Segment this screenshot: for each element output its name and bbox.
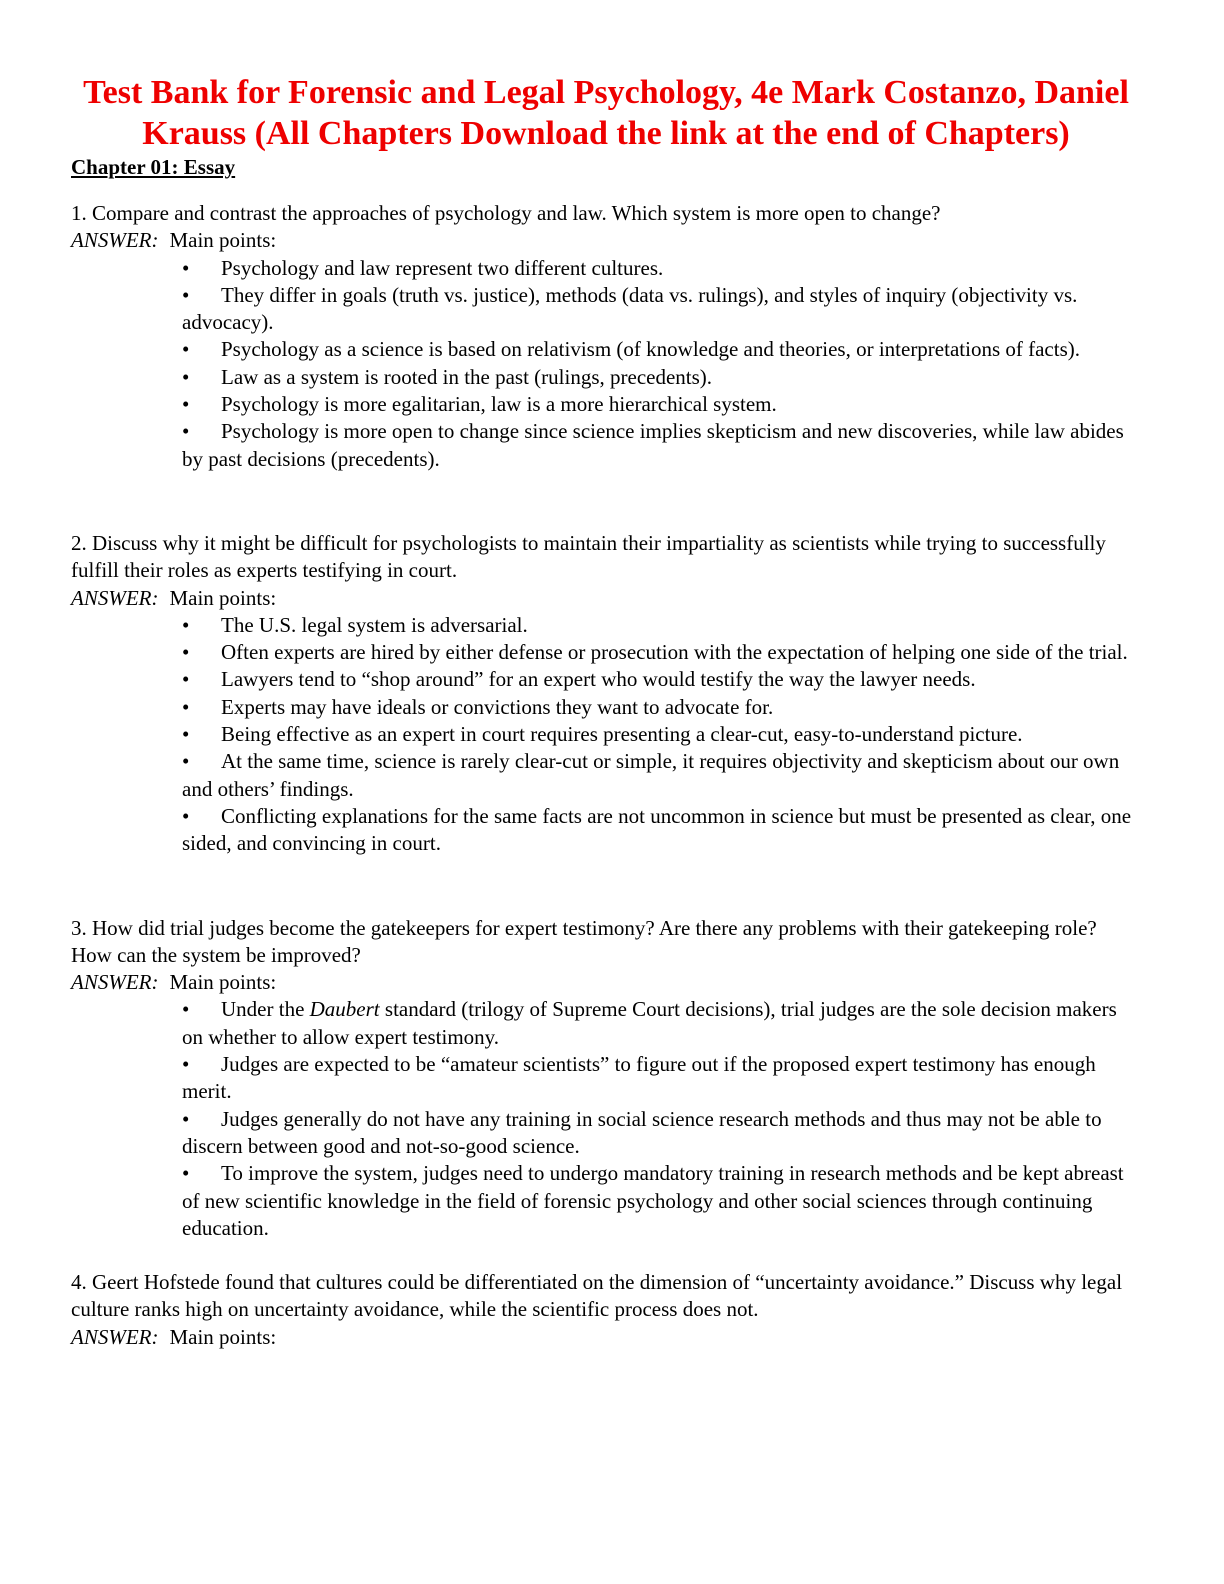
- answer-line: [71, 585, 1141, 612]
- bullet: •: [182, 255, 190, 280]
- list-item: [182, 1106, 1141, 1161]
- bullet: •: [182, 392, 190, 417]
- document-page: [71, 72, 1141, 1351]
- bullet: •: [182, 612, 190, 637]
- answer-label: ANSWER:: [71, 970, 159, 995]
- bullet: •: [182, 337, 190, 362]
- bullet: •: [182, 694, 190, 719]
- list-item: [182, 282, 1141, 337]
- point-text: Lawyers tend to “shop around” for an expert who would testify the way the lawyer needs.: [221, 667, 976, 692]
- bullet: •: [182, 722, 190, 747]
- list-item: [182, 336, 1141, 363]
- bullet: •: [182, 803, 190, 828]
- question-text: 1. Compare and contrast the approaches of psychology and law. Which system is more open to change?: [71, 201, 941, 225]
- list-item: [182, 748, 1141, 803]
- point-text: To improve the system, judges need to undergo mandatory training in research methods and be kept abreast of new scientific knowledge in the field of forensic psychology and other social sciences through continuing education.: [182, 1161, 1124, 1240]
- main-points-label: Main points:: [169, 585, 277, 610]
- main-points-label: Main points:: [169, 1324, 277, 1349]
- main-points-label: Main points:: [169, 228, 277, 253]
- bullet: •: [182, 997, 190, 1022]
- point-text: They differ in goals (truth vs. justice), methods (data vs. rulings), and styles of inquiry (objectivity vs. advocacy).: [182, 282, 1078, 335]
- question-text: 2. Discuss why it might be difficult for psychologists to maintain their impartiality as scientists while trying to successfully fulfill their roles as experts testifying in court.: [71, 530, 1106, 583]
- question-3: [71, 915, 1141, 1243]
- list-item: [182, 612, 1141, 639]
- answer-points: [71, 996, 1141, 1242]
- point-text: Judges are expected to be “amateur scientists” to figure out if the proposed expert testimony has enough merit.: [182, 1052, 1096, 1104]
- point-text: At the same time, science is rarely clear-cut or simple, it requires objectivity and skepticism about our own and others’ findings.: [182, 749, 1120, 801]
- point-text: Being effective as an expert in court requires presenting a clear-cut, easy-to-understand picture.: [221, 722, 1023, 747]
- point-text: Often experts are hired by either defense or prosecution with the expectation of helping one side of the trial.: [221, 640, 1128, 665]
- answer-points: [71, 255, 1141, 473]
- point-text: Experts may have ideals or convictions they want to advocate for.: [221, 694, 774, 719]
- answer-line: [71, 1324, 1141, 1351]
- bullet: •: [182, 640, 190, 665]
- document-title: Test Bank for Forensic and Legal Psychology, 4e Mark Costanzo, Daniel Krauss (All Chapters Download the link at the end of Chapters): [83, 74, 1129, 152]
- answer-points: [71, 612, 1141, 858]
- question-text: 3. How did trial judges become the gatekeepers for expert testimony? Are there any problems with their gatekeeping role? How can the system be improved?: [71, 915, 1097, 967]
- list-item: [182, 666, 1141, 693]
- list-item: [182, 255, 1141, 282]
- point-text: Psychology and law represent two different cultures.: [221, 255, 664, 280]
- answer-label: ANSWER:: [71, 585, 159, 610]
- case-name: Daubert: [309, 997, 380, 1022]
- list-item: [182, 721, 1141, 748]
- point-text: standard (trilogy of Supreme Court decisions), trial judges are the sole decision makers on whether to allow expert testimony.: [182, 997, 1117, 1049]
- bullet: •: [182, 282, 190, 307]
- point-text: Conflicting explanations for the same facts are not uncommon in science but must be presented as clear, one sided, and convincing in court.: [182, 803, 1132, 856]
- point-text: The U.S. legal system is adversarial.: [221, 612, 528, 637]
- point-text: Psychology is more egalitarian, law is a more hierarchical system.: [221, 392, 777, 417]
- point-text: Law as a system is rooted in the past (rulings, precedents).: [221, 364, 713, 389]
- list-item: [182, 364, 1141, 391]
- point-text: Under the: [221, 997, 310, 1022]
- bullet: •: [182, 1161, 190, 1186]
- answer-label: ANSWER:: [71, 1324, 159, 1349]
- answer-line: [71, 969, 1141, 996]
- main-points-label: Main points:: [169, 970, 277, 995]
- chapter-heading: Chapter 01: Essay: [71, 155, 236, 179]
- bullet: •: [182, 749, 190, 774]
- point-text: Psychology is more open to change since science implies skepticism and new discoveries, while law abides by past decisions (precedents).: [182, 419, 1124, 471]
- answer-line: [71, 227, 1141, 254]
- list-item: [182, 391, 1141, 418]
- bullet: •: [182, 1052, 190, 1077]
- answer-label: ANSWER:: [71, 228, 159, 253]
- bullet: •: [182, 667, 190, 692]
- bullet: •: [182, 364, 190, 389]
- question-text: 4. Geert Hofstede found that cultures could be differentiated on the dimension of “uncertainty avoidance.” Discuss why legal culture ranks high on uncertainty avoidance, while the scientific process does not.: [71, 1270, 1123, 1322]
- list-item: [182, 639, 1141, 666]
- list-item: [182, 694, 1141, 721]
- question-1: [71, 200, 1141, 473]
- question-2: [71, 530, 1141, 858]
- list-item: [182, 1051, 1141, 1106]
- list-item: [182, 418, 1141, 473]
- bullet: •: [182, 419, 190, 444]
- bullet: •: [182, 1106, 190, 1131]
- list-item: [182, 996, 1141, 1051]
- question-4: [71, 1269, 1141, 1351]
- list-item: [182, 1160, 1141, 1242]
- point-text: Judges generally do not have any training in social science research methods and thus may not be able to discern between good and not-so-good science.: [182, 1106, 1102, 1158]
- list-item: [182, 803, 1141, 858]
- point-text: Psychology as a science is based on relativism (of knowledge and theories, or interpretations of facts).: [221, 337, 1081, 362]
